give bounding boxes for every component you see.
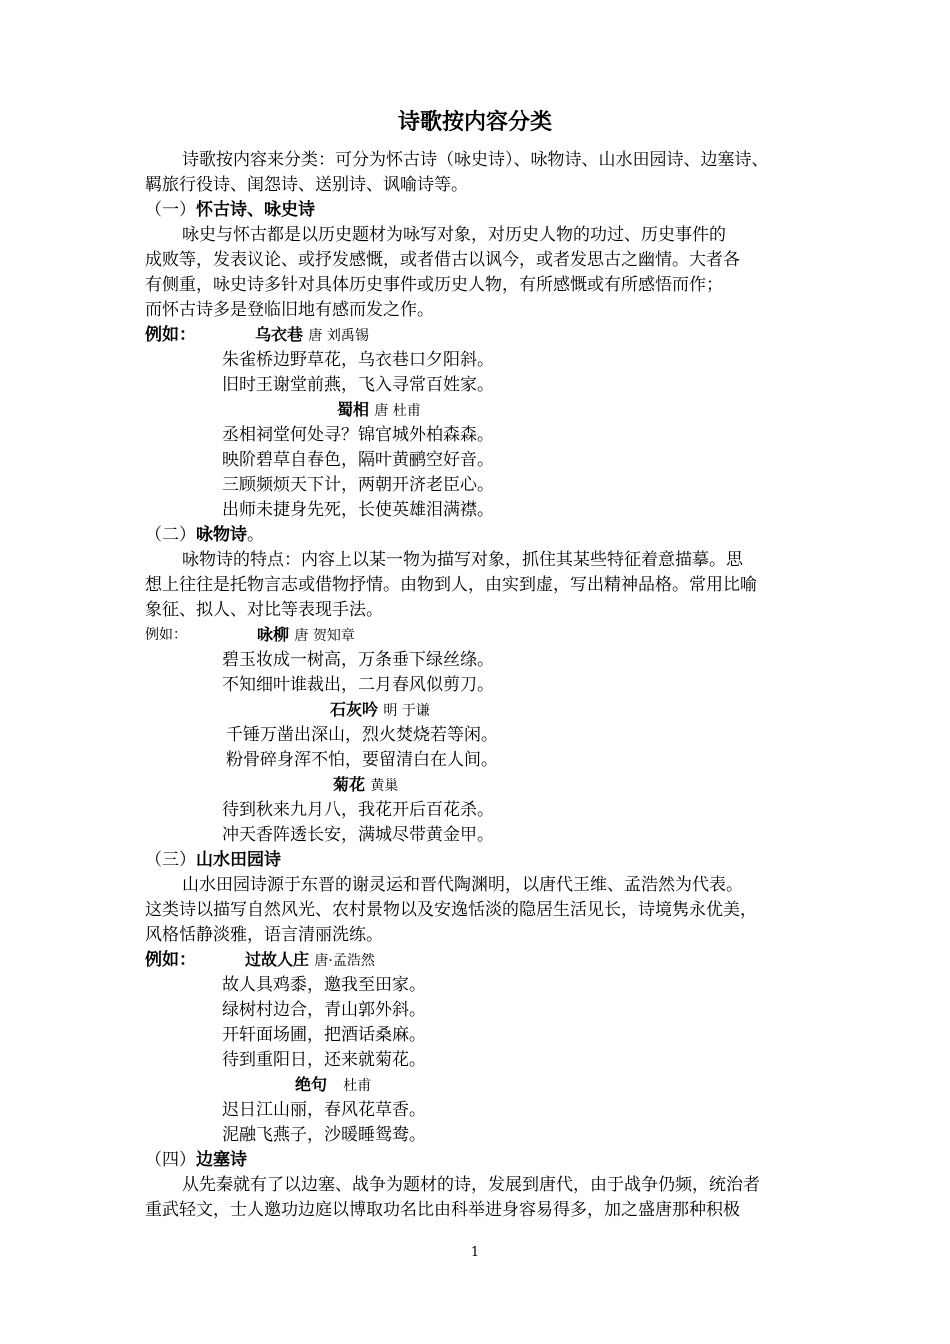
poem-title: 菊花 <box>333 775 366 794</box>
poem-line: 碧玉妆成一树高，万条垂下绿丝绦。 <box>222 650 494 670</box>
poem-line: 冲天香阵透长安，满城尽带黄金甲。 <box>222 825 494 845</box>
section-1-prefix: （一） <box>145 200 196 220</box>
poem-line: 出师未捷身先死，长使英雄泪满襟。 <box>222 500 494 520</box>
poem-author: 明 于谦 <box>383 703 430 719</box>
section-1-para-line: 而怀古诗多是登临旧地有感而发之作。 <box>145 300 434 320</box>
poem-heading <box>245 948 375 973</box>
page-title: 诗歌按内容分类 <box>397 110 552 135</box>
poem-title: 蜀相 <box>337 400 370 419</box>
poem-heading <box>295 1073 371 1098</box>
poem-line: 绿树村边合，青山郭外斜。 <box>222 1000 426 1020</box>
section-4-para-line: 从先秦就有了以边塞、战争为题材的诗，发展到唐代，由于战争仍频，统治者 <box>182 1175 760 1195</box>
section-2-para-line: 想上往往是托物言志或借物抒情。由物到人，由实到虚，写出精神品格。常用比喻 <box>145 575 757 595</box>
section-2-para-line: 象征、拟人、对比等表现手法。 <box>145 600 383 620</box>
poem-heading <box>255 323 369 348</box>
section-1-para-line: 咏史与怀古都是以历史题材为咏写对象，对历史人物的功过、历史事件的 <box>182 225 726 245</box>
poem-line: 泥融飞燕子，沙暖睡鸳鸯。 <box>222 1125 426 1145</box>
section-3-para-line: 风格恬静淡雅，语言清丽洗练。 <box>145 925 383 945</box>
section-2-title: 咏物诗 <box>196 525 247 545</box>
poem-line: 待到重阳日，还来就菊花。 <box>222 1050 426 1070</box>
section-3-example-label: 例如： <box>145 950 196 970</box>
section-4-para-line: 重武轻文，士人邀功边庭以博取功名比由科举进身容易得多，加之盛唐那种积极 <box>145 1200 740 1220</box>
poem-title: 绝句 <box>295 1075 328 1094</box>
poem-line: 迟日江山丽，春风花草香。 <box>222 1100 426 1120</box>
poem-line: 千锤万凿出深山，烈火焚烧若等闲。 <box>226 725 498 745</box>
section-3-para-line: 这类诗以描写自然风光、农村景物以及安逸恬淡的隐居生活见长，诗境隽永优美， <box>145 900 757 920</box>
poem-line: 粉骨碎身浑不怕，要留清白在人间。 <box>226 750 498 770</box>
section-3-prefix: （三） <box>145 850 196 870</box>
poem-line: 开轩面场圃，把酒话桑麻。 <box>222 1025 426 1045</box>
poem-heading <box>330 698 430 723</box>
poem-line: 映阶碧草自春色，隔叶黄鹂空好音。 <box>222 450 494 470</box>
poem-line: 丞相祠堂何处寻？锦官城外柏森森。 <box>222 425 494 445</box>
page-number: 1 <box>470 1245 480 1260</box>
poem-author: 唐 刘禹锡 <box>308 328 369 344</box>
section-1-para-line: 成败等，发表议论、或抒发感慨，或者借古以讽今，或者发思古之幽情。大者各 <box>145 250 740 270</box>
poem-author: 黄巢 <box>370 778 399 794</box>
poem-heading <box>333 773 398 798</box>
poem-line: 旧时王谢堂前燕，飞入寻常百姓家。 <box>222 375 494 395</box>
section-1-heading <box>145 198 315 222</box>
poem-author: 唐 贺知章 <box>294 628 355 644</box>
section-3-para-line: 山水田园诗源于东晋的谢灵运和晋代陶渊明，以唐代王维、孟浩然为代表。 <box>182 875 743 895</box>
poem-title: 咏柳 <box>257 625 290 644</box>
poem-line: 不知细叶谁裁出，二月春风似剪刀。 <box>222 675 494 695</box>
section-3-heading <box>145 848 281 872</box>
section-2-heading <box>145 523 264 547</box>
intro-line-1: 诗歌按内容来分类：可分为怀古诗（咏史诗）、咏物诗、山水田园诗、边塞诗、 <box>182 150 769 170</box>
poem-line: 待到秋来九月八，我花开后百花杀。 <box>222 800 494 820</box>
poem-title: 石灰吟 <box>330 700 379 719</box>
poem-author: 唐·孟浩然 <box>314 953 375 969</box>
section-1-example-label: 例如： <box>145 325 196 345</box>
poem-line: 三顾频烦天下计，两朝开济老臣心。 <box>222 475 494 495</box>
section-2-suffix: 。 <box>247 525 264 545</box>
poem-line: 故人具鸡黍，邀我至田家。 <box>222 975 426 995</box>
section-1-para-line: 有侧重，咏史诗多针对具体历史事件或历史人物，有所感慨或有所感悟而作； <box>145 275 723 295</box>
section-3-title: 山水田园诗 <box>196 850 281 870</box>
poem-author: 唐 杜甫 <box>374 403 421 419</box>
poem-line: 朱雀桥边野草花，乌衣巷口夕阳斜。 <box>222 350 494 370</box>
poem-title: 过故人庄 <box>245 950 310 969</box>
section-4-title: 边塞诗 <box>196 1150 247 1170</box>
section-4-prefix: （四） <box>145 1150 196 1170</box>
poem-title: 乌衣巷 <box>255 325 304 344</box>
section-2-prefix: （二） <box>145 525 196 545</box>
poem-heading <box>257 623 355 648</box>
section-2-para-line: 咏物诗的特点：内容上以某一物为描写对象，抓住其某些特征着意描摹。思 <box>182 550 743 570</box>
section-2-example-label: 例如： <box>145 627 187 643</box>
intro-line-2: 羁旅行役诗、闺怨诗、送别诗、讽喻诗等。 <box>145 175 468 195</box>
section-1-title: 怀古诗、咏史诗 <box>196 200 315 220</box>
section-4-heading <box>145 1148 247 1172</box>
poem-author: 杜甫 <box>343 1078 372 1094</box>
poem-heading <box>337 398 421 423</box>
